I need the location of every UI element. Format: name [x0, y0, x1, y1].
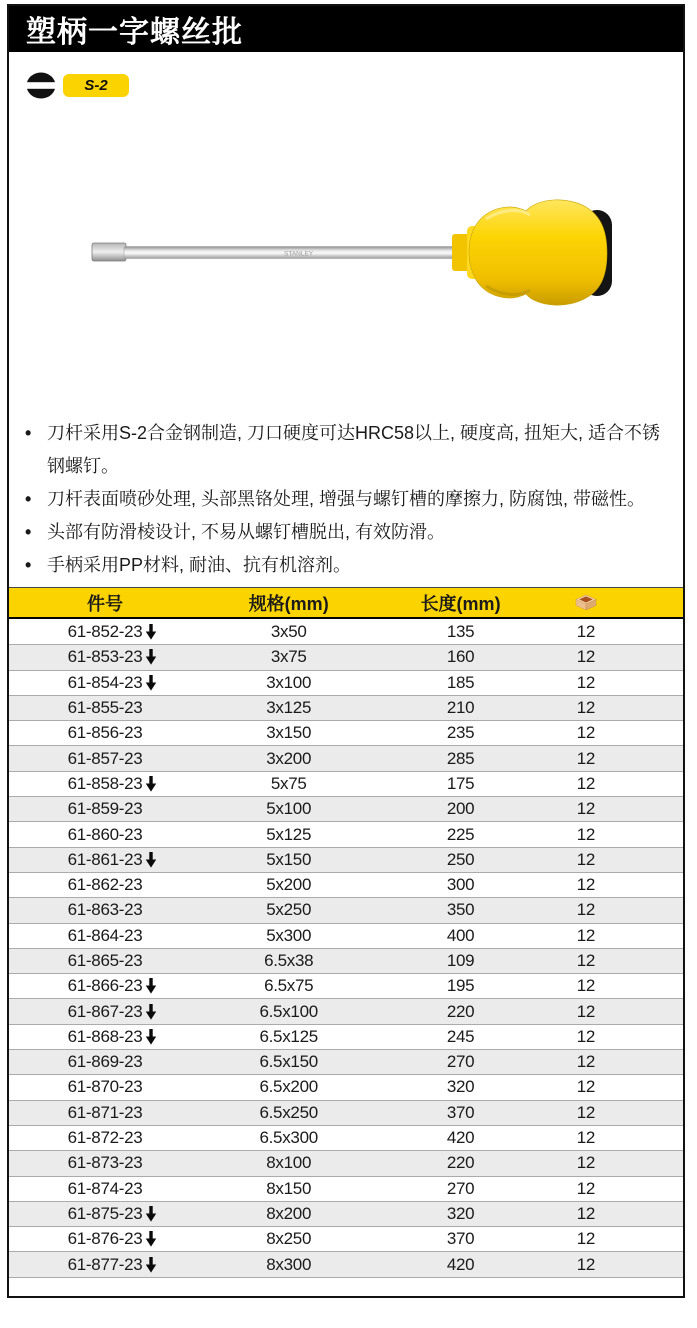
cell-spec: 3x75 [270, 647, 307, 667]
cell-spec: 3x100 [266, 672, 312, 692]
cell-length: 370 [446, 1102, 475, 1122]
cell-spec: 6.5x75 [264, 976, 314, 996]
cell-qty: 12 [576, 951, 596, 970]
cell-spec: 6.5x250 [259, 1102, 318, 1122]
table-row [9, 1049, 683, 1074]
cell-qty: 12 [576, 925, 596, 945]
cell-part [9, 825, 201, 845]
cell-length: 245 [446, 1026, 475, 1046]
cell-qty: 12 [576, 1153, 596, 1173]
table-row [9, 872, 683, 897]
cell-part [9, 1052, 201, 1072]
part-number: 61-860-23 [67, 824, 143, 844]
part-number: 61-859-23 [67, 799, 143, 819]
carton-box-icon [575, 594, 597, 611]
bullet-dot: • [25, 555, 32, 575]
down-arrow-icon [145, 776, 157, 792]
cell-qty: 12 [576, 900, 596, 920]
part-number: 61-858-23 [67, 773, 143, 793]
cell-length: 210 [446, 698, 475, 718]
table-row [9, 1125, 683, 1150]
cell-length: 320 [446, 1203, 475, 1223]
table-row [9, 1201, 683, 1226]
part-number: 61-862-23 [67, 875, 143, 895]
cell-length: 285 [446, 748, 475, 768]
cell-part [9, 1077, 201, 1097]
table-row [9, 897, 683, 922]
shaft-brand-text: STANLEY [283, 250, 313, 258]
cell-length: 320 [446, 1077, 475, 1097]
cell-spec: 5x75 [270, 773, 307, 793]
table-row [9, 720, 683, 745]
cell-qty: 12 [576, 1102, 596, 1122]
cell-part [9, 1229, 201, 1249]
cell-qty: 12 [576, 976, 596, 996]
down-arrow-icon [145, 1029, 157, 1045]
part-number: 61-852-23 [67, 621, 143, 641]
cell-qty: 12 [576, 1026, 596, 1046]
feature-item [25, 417, 665, 483]
cell-spec: 6.5x38 [264, 951, 314, 970]
cell-spec: 5x125 [266, 824, 312, 844]
part-number: 61-877-23 [67, 1254, 143, 1274]
cell-qty: 12 [576, 799, 596, 819]
table-row [9, 1074, 683, 1099]
cell-qty: 12 [576, 1077, 596, 1097]
cell-qty: 12 [576, 824, 596, 844]
table-row [9, 1176, 683, 1201]
table-row [9, 923, 683, 948]
down-arrow-icon [145, 649, 157, 665]
cell-qty: 12 [576, 849, 596, 869]
part-number: 61-853-23 [67, 647, 143, 667]
cell-part [9, 900, 201, 920]
cell-spec: 6.5x300 [259, 1128, 318, 1148]
down-arrow-icon [145, 1231, 157, 1247]
feature-list [25, 417, 665, 582]
bullet-dot: • [25, 423, 32, 443]
table-row [9, 796, 683, 821]
cell-spec: 6.5x125 [259, 1026, 318, 1046]
table-row [9, 619, 683, 644]
part-number: 61-876-23 [67, 1229, 143, 1249]
table-row [9, 1024, 683, 1049]
cell-qty: 12 [576, 647, 596, 667]
cell-part [9, 622, 201, 642]
col-header-part: 件号 [87, 593, 124, 614]
table-row [9, 644, 683, 669]
feature-text: 刀杆表面喷砂处理, 头部黑铬处理, 增强与螺钉槽的摩擦力, 防腐蚀, 带磁性。 [47, 489, 646, 509]
col-header-length: 长度(mm) [420, 593, 501, 614]
cell-part [9, 875, 201, 895]
cell-part [9, 1204, 201, 1224]
part-number: 61-869-23 [67, 1052, 143, 1072]
feature-item [25, 516, 665, 549]
cell-length: 160 [446, 647, 475, 667]
cell-length: 370 [446, 1229, 475, 1249]
cell-qty: 12 [576, 672, 596, 692]
cell-length: 175 [446, 773, 475, 793]
part-number: 61-854-23 [67, 672, 143, 692]
feature-item [25, 549, 665, 582]
part-number: 61-872-23 [67, 1128, 143, 1148]
cell-length: 270 [446, 1178, 475, 1198]
cell-spec: 6.5x150 [259, 1052, 318, 1072]
cell-spec: 3x200 [266, 748, 312, 768]
page-title-bar [9, 6, 683, 52]
cell-spec: 5x150 [266, 849, 312, 869]
cell-part [9, 1002, 201, 1022]
cell-part [9, 926, 201, 946]
cell-qty: 12 [576, 1203, 596, 1223]
table-row [9, 847, 683, 872]
cell-spec: 5x100 [266, 799, 312, 819]
cell-qty: 12 [576, 1001, 596, 1021]
cell-spec: 3x50 [270, 621, 307, 641]
table-row [9, 973, 683, 998]
cell-length: 135 [446, 621, 475, 641]
tip-material-badge: S-2 [63, 74, 129, 97]
cell-length: 300 [446, 875, 475, 895]
cell-length: 220 [446, 1153, 475, 1173]
down-arrow-icon [145, 978, 157, 994]
cell-spec: 6.5x200 [259, 1077, 318, 1097]
cell-length: 270 [446, 1052, 475, 1072]
cell-length: 350 [446, 900, 475, 920]
down-arrow-icon [145, 1004, 157, 1020]
table-row [9, 1226, 683, 1251]
cell-qty: 12 [576, 1178, 596, 1198]
cell-length: 420 [446, 1254, 475, 1274]
cell-length: 220 [446, 1001, 475, 1021]
part-number: 61-864-23 [67, 925, 143, 945]
down-arrow-icon [145, 1206, 157, 1222]
cell-length: 225 [446, 824, 475, 844]
page-title: 塑柄一字螺丝批 [26, 16, 243, 49]
cell-part [9, 698, 201, 718]
cell-part [9, 673, 201, 693]
product-image [9, 185, 683, 320]
part-number: 61-856-23 [67, 723, 143, 743]
cell-length: 200 [446, 799, 475, 819]
cell-part [9, 647, 201, 667]
down-arrow-icon [145, 852, 157, 868]
down-arrow-icon [145, 675, 157, 691]
table-row [9, 1251, 683, 1276]
cell-length: 420 [446, 1128, 475, 1148]
cell-qty: 12 [576, 875, 596, 895]
table-row [9, 771, 683, 796]
cell-qty: 12 [576, 1128, 596, 1148]
part-number: 61-874-23 [67, 1178, 143, 1198]
cell-spec: 8x200 [266, 1203, 312, 1223]
part-number: 61-868-23 [67, 1026, 143, 1046]
table-row [9, 998, 683, 1023]
cell-spec: 6.5x100 [259, 1001, 318, 1021]
part-number: 61-857-23 [67, 748, 143, 768]
cell-spec: 8x250 [266, 1229, 312, 1249]
cell-part [9, 799, 201, 819]
cell-spec: 8x100 [266, 1153, 312, 1173]
cell-length: 185 [446, 672, 475, 692]
cell-qty: 12 [576, 773, 596, 793]
part-number: 61-855-23 [67, 698, 143, 718]
table-row [9, 670, 683, 695]
badge-row [26, 72, 683, 99]
down-arrow-icon [145, 624, 157, 640]
part-number: 61-861-23 [67, 849, 143, 869]
part-number: 61-866-23 [67, 976, 143, 996]
feature-text: 刀杆采用S-2合金钢制造, 刀口硬度可达HRC58以上, 硬度高, 扭矩大, 适合不锈钢螺钉。 [47, 423, 661, 476]
cell-qty: 12 [576, 621, 596, 641]
part-number: 61-875-23 [67, 1203, 143, 1223]
bullet-dot: • [25, 489, 32, 509]
cell-part [9, 1153, 201, 1173]
cell-spec: 5x250 [266, 900, 312, 920]
spec-table-header [9, 587, 683, 619]
cell-qty: 12 [576, 1254, 596, 1274]
cell-length: 235 [446, 723, 475, 743]
spec-table [9, 587, 683, 1278]
cell-part [9, 850, 201, 870]
part-number: 61-865-23 [67, 951, 143, 970]
cell-spec: 8x150 [266, 1178, 312, 1198]
table-row [9, 948, 683, 973]
cell-part [9, 1255, 201, 1275]
cell-part [9, 1128, 201, 1148]
cell-part [9, 1103, 201, 1123]
slotted-screwdriver-head-icon [26, 72, 56, 99]
spec-table-body [9, 619, 683, 1278]
down-arrow-icon [145, 1257, 157, 1273]
cell-spec: 3x125 [266, 698, 312, 718]
part-number: 61-867-23 [67, 1001, 143, 1021]
cell-part [9, 749, 201, 769]
cell-length: 195 [446, 976, 475, 996]
cell-part [9, 1179, 201, 1199]
cell-spec: 5x300 [266, 925, 312, 945]
part-number: 61-870-23 [67, 1077, 143, 1097]
bullet-dot: • [25, 522, 32, 542]
table-row [9, 1150, 683, 1175]
cell-length: 109 [446, 951, 475, 970]
catalog-page-frame [7, 4, 685, 1298]
cell-qty: 12 [576, 698, 596, 718]
cell-part [9, 951, 201, 971]
cell-length: 250 [446, 849, 475, 869]
cell-qty: 12 [576, 723, 596, 743]
table-row [9, 695, 683, 720]
cell-qty: 12 [576, 1052, 596, 1072]
part-number: 61-873-23 [67, 1153, 143, 1173]
cell-part [9, 1027, 201, 1047]
feature-text: 头部有防滑棱设计, 不易从螺钉槽脱出, 有效防滑。 [47, 522, 446, 542]
table-row [9, 1100, 683, 1125]
cell-part [9, 723, 201, 743]
cell-part [9, 774, 201, 794]
feature-text: 手柄采用PP材料, 耐油、抗有机溶剂。 [47, 555, 352, 575]
cell-spec: 8x300 [266, 1254, 312, 1274]
cell-qty: 12 [576, 1229, 596, 1249]
part-number: 61-871-23 [67, 1102, 143, 1122]
col-header-pack [545, 594, 683, 611]
col-header-spec: 规格(mm) [248, 593, 329, 614]
feature-item [25, 483, 665, 516]
part-number: 61-863-23 [67, 900, 143, 920]
cell-spec: 3x150 [266, 723, 312, 743]
cell-qty: 12 [576, 748, 596, 768]
table-row [9, 745, 683, 770]
cell-part [9, 976, 201, 996]
screwdriver-photo [74, 185, 619, 320]
table-row [9, 821, 683, 846]
cell-length: 400 [446, 925, 475, 945]
cell-spec: 5x200 [266, 875, 312, 895]
